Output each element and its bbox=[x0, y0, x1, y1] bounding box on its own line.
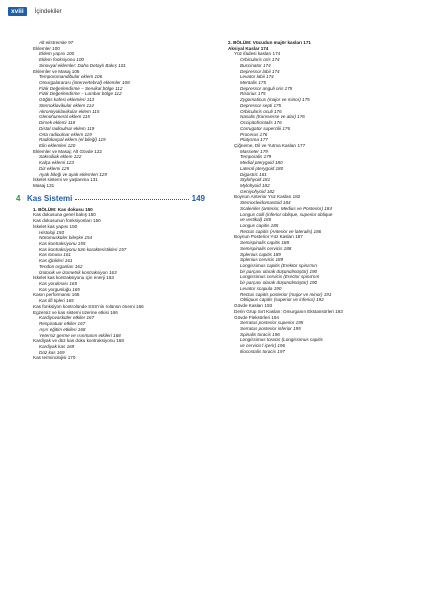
toc-entry[interactable]: Elin eklemleri 120 bbox=[39, 142, 76, 148]
toc-entry[interactable]: Serratus posterior superior 195 bbox=[240, 320, 304, 326]
toc-entry[interactable]: Kas yorulması 165 bbox=[39, 281, 78, 287]
toc-entry[interactable]: Histoloji 150 bbox=[39, 229, 65, 235]
toc-entry[interactable]: Spinalis toracis 196 bbox=[240, 331, 280, 337]
toc-entry[interactable]: Temporomandibular eklem 106 bbox=[39, 74, 103, 80]
toc-entry[interactable]: Depressor septi 175 bbox=[240, 102, 282, 108]
toc-entry[interactable]: Kas kontraksiyonu tüm karakteristikleri 157 bbox=[39, 246, 127, 252]
toc-right-column bbox=[228, 40, 406, 355]
toc-entry[interactable]: ve cervicis'i içerir) 196 bbox=[240, 343, 286, 349]
toc-entry[interactable]: Orbicularis oculi 176 bbox=[240, 108, 282, 114]
toc-entry[interactable]: Boynun Posterior Yüz Kasları 187 bbox=[234, 234, 303, 240]
toc-entry[interactable]: İskelet kas kontraksiyonu için enerji 163 bbox=[33, 275, 114, 281]
toc-entry[interactable]: Digastric 181 bbox=[240, 171, 267, 177]
toc-entry[interactable]: Platysma 177 bbox=[240, 137, 268, 143]
toc-entry[interactable]: Kas tonusu 161 bbox=[39, 252, 71, 258]
toc-entry[interactable]: Obliquus capitis (superior ve inferior) 192 bbox=[240, 297, 324, 303]
toc-entry[interactable]: Yetersiz germe ve ısınmanın etkileri 168 bbox=[39, 332, 121, 338]
toc-entry[interactable]: Splenius cervicis 189 bbox=[240, 257, 284, 263]
toc-entry[interactable]: Yüz ifadesi kasları 174 bbox=[234, 51, 281, 57]
toc-entry[interactable]: Respiratuar etkiler 167 bbox=[39, 321, 86, 327]
toc-entry[interactable]: Longus colli (inferior oblique, superior oblique bbox=[240, 211, 333, 217]
toc-entry[interactable]: Gövde Fleksörleri 194 bbox=[234, 314, 279, 320]
toc-entry[interactable]: Kasın performansı 165 bbox=[33, 292, 80, 298]
toc-entry[interactable]: Ayak bileği ve ayak eklemleri 129 bbox=[39, 171, 107, 177]
toc-entry[interactable]: bir parçası olarak düşünülmüştür) 190 bbox=[240, 268, 318, 274]
toc-entry[interactable]: Nasalis (transverse ve alar) 176 bbox=[240, 114, 305, 120]
toc-entry[interactable]: Çiğneme, Dil ve Yutma Kasları 177 bbox=[234, 142, 306, 148]
toc-entry[interactable]: Semispinalis cervicis 188 bbox=[240, 245, 292, 251]
toc-entry[interactable]: Kardiyak kas 169 bbox=[39, 343, 75, 349]
toc-entry[interactable]: Iliocostalis toracis 197 bbox=[240, 348, 285, 354]
toc-entry[interactable]: Geniyohyoid 182 bbox=[240, 188, 275, 194]
toc-entry[interactable]: Medial pterygoid 180 bbox=[240, 160, 283, 166]
toc-entry[interactable]: Corrugator supercilii 176 bbox=[240, 125, 291, 131]
toc-entry[interactable]: Temporalis 179 bbox=[240, 154, 272, 160]
toc-entry[interactable]: Orta radioulnar eklem 119 bbox=[39, 131, 92, 137]
leader-dots bbox=[75, 195, 188, 200]
toc-entry[interactable]: Boynun Anterior Yüz Kasları 182 bbox=[234, 194, 301, 200]
toc-entry[interactable]: Longissimus capitis (Erektor spina'nın bbox=[240, 263, 317, 269]
toc-entry[interactable]: Kas kontraksiyonu 155 bbox=[39, 241, 86, 246]
toc-entry[interactable]: Longissimus cervicis (Erector spina'nın bbox=[240, 274, 320, 280]
toc-left-column bbox=[16, 40, 205, 361]
toc-entry[interactable]: Mylohyoid 182 bbox=[240, 182, 270, 188]
toc-entry[interactable]: Orbicularis oris 174 bbox=[240, 57, 280, 63]
toc-entry[interactable]: Eklemler ve Masaj: Alt Gövde 122 bbox=[33, 148, 102, 154]
toc-entry[interactable]: Tendon organları 162 bbox=[39, 263, 83, 269]
toc-entry[interactable]: Derin Grup Sırt Kasları: Omurganın Ekstansörleri 193 bbox=[234, 308, 343, 314]
chapter-title: Kas Sistemi bbox=[27, 193, 73, 203]
toc-entry[interactable]: İzotonik ve izometrik kontraksiyon 163 bbox=[39, 269, 117, 275]
toc-entry[interactable]: Düz kas 169 bbox=[39, 349, 65, 355]
toc-entry[interactable]: Eklemler 100 bbox=[33, 45, 60, 51]
toc-entry[interactable]: Procerus 176 bbox=[240, 131, 268, 137]
toc-entry[interactable]: Lateral pterygoid 180 bbox=[240, 165, 284, 171]
toc-entry[interactable]: Eklem fonksiyonu 100 bbox=[39, 57, 84, 63]
toc-entry[interactable]: Radiokarpal eklem (el bileği) 119 bbox=[39, 137, 106, 143]
toc-entry[interactable]: Kardiyovasküler etkiler 167 bbox=[39, 315, 95, 321]
toc-entry[interactable]: İskelet kas yapısı 150 bbox=[33, 223, 78, 229]
toc-entry[interactable]: Levator labii 174 bbox=[240, 74, 274, 80]
toc-entry[interactable]: Kas iğcikleri 161 bbox=[39, 258, 73, 264]
chapter-number: 4 bbox=[16, 193, 21, 203]
toc-entry[interactable]: Glenohumeral eklem 115 bbox=[39, 114, 90, 120]
toc-entry[interactable]: Kas dokusuna genel bakış 150 bbox=[33, 212, 96, 218]
toc-entry[interactable]: Aşırı eğitim etkileri 168 bbox=[39, 326, 86, 332]
toc-entry[interactable]: Buccinator 174 bbox=[240, 62, 271, 68]
chapter-page-number: 149 bbox=[191, 193, 205, 203]
toc-entry[interactable]: Zygomaticus (major ve minor) 175 bbox=[240, 97, 310, 103]
toc-entry[interactable]: Nöromusküler bileşke 154 bbox=[39, 235, 93, 241]
toc-entry[interactable]: Aksiyal Kaslar 174 bbox=[228, 45, 269, 51]
toc-entry[interactable]: Longissimus toracis (Longissimus capitis bbox=[240, 337, 323, 343]
toc-entry[interactable]: 1. BÖLÜM: Kas dokusu 150 bbox=[33, 206, 93, 212]
toc-entry[interactable]: Rectus capitis (Anterior ve lateralis) 186 bbox=[240, 228, 322, 234]
toc-entry[interactable]: Kalça eklemi 123 bbox=[39, 160, 74, 166]
toc-entry[interactable]: Fizik Değerlendirme – Lumbar bölge 112 bbox=[39, 91, 122, 97]
toc-entry[interactable]: Serratus posterior inferior 195 bbox=[240, 325, 301, 331]
toc-entry[interactable]: Scaleniler (anterior, Medius ve Posterior) 184 bbox=[240, 205, 332, 211]
toc-entry[interactable]: Risorius 175 bbox=[240, 91, 266, 97]
toc-entry[interactable]: Göğüs kafesi eklemleri 113 bbox=[39, 97, 95, 103]
toc-entry[interactable]: Alt ekstremite 97 bbox=[39, 40, 74, 45]
toc-entry[interactable]: Sakroiliak eklem 122 bbox=[39, 154, 82, 160]
toc-entry[interactable]: Akromiyoklavikular eklem 115 bbox=[39, 108, 100, 114]
toc-entry[interactable]: Distal radioulnar eklem 119 bbox=[39, 125, 95, 131]
toc-entry[interactable]: Kas yorgunluğu 165 bbox=[39, 286, 80, 292]
running-header-title: İçindekiler bbox=[34, 8, 62, 15]
toc-entry[interactable]: Eklemler ve Masaj 106 bbox=[33, 68, 80, 74]
toc-entry[interactable]: bir parçası olarak düşünülmüştür) 190 bbox=[240, 280, 318, 286]
toc-entry[interactable]: Mentalis 175 bbox=[240, 80, 267, 86]
toc-entry[interactable]: Omurgalararası (intervertebral) eklemler 108 bbox=[39, 80, 130, 86]
toc-entry[interactable]: 2. BÖLÜM: Vücudun majör kasları 171 bbox=[228, 40, 311, 45]
toc-entry[interactable]: Egzersiz ve kas sistemi üzerine etkisi 166 bbox=[33, 309, 118, 315]
toc-entry[interactable]: Fizik Değerlendirme – Servikal bölge 112 bbox=[39, 85, 123, 91]
toc-entry[interactable]: Occipitofrontalis 176 bbox=[240, 120, 282, 126]
toc-entry[interactable]: Sternoklavikular eklem 114 bbox=[39, 102, 94, 108]
chapter-heading[interactable] bbox=[16, 194, 205, 204]
toc-entry[interactable]: Longus capitis 185 bbox=[240, 223, 279, 228]
toc-entry[interactable]: Sinovyal eklemler: Daha Detaylı Bakış 101 bbox=[39, 62, 126, 68]
toc-entry[interactable]: Dirsek eklemi 118 bbox=[39, 120, 76, 126]
toc-entry[interactable]: Depressor anguli oris 175 bbox=[240, 85, 293, 91]
toc-entry[interactable]: Semispinalis capitis 188 bbox=[240, 240, 290, 246]
toc-entry[interactable]: Kas terminolojisi 170 bbox=[33, 355, 76, 361]
toc-entry[interactable]: ve vertikal) 185 bbox=[240, 217, 272, 223]
toc-entry[interactable]: Stylohyoid 181 bbox=[240, 177, 271, 183]
toc-entry[interactable]: Splenius capitis 189 bbox=[240, 251, 281, 257]
toc-entry[interactable]: İskelet sistemi ve yaşlanma 131 bbox=[33, 177, 98, 183]
toc-entry[interactable]: Kas lifi tipleri 165 bbox=[39, 298, 74, 304]
toc-entry[interactable]: Levator scapula 190 bbox=[240, 285, 282, 291]
toc-entry[interactable]: Kas fonksiyon kontrolünde SSS'nin rolünün önemi 166 bbox=[33, 303, 144, 309]
page-header bbox=[8, 7, 62, 16]
page-number-badge: xviii bbox=[8, 7, 27, 16]
toc-entry[interactable]: Masseter 179 bbox=[240, 148, 268, 154]
toc-entry[interactable]: Depressor labii 174 bbox=[240, 68, 280, 74]
toc-entry[interactable]: Kas dokusunun fonksiyonları 150 bbox=[33, 218, 101, 224]
toc-entry[interactable]: Sternocleidomastoid 184 bbox=[240, 200, 291, 206]
toc-entry[interactable]: Gövde Kasları 193 bbox=[234, 303, 273, 309]
toc-entry[interactable]: Eklem yapısı 100 bbox=[39, 51, 75, 57]
toc-entry[interactable]: Masaj 131 bbox=[33, 182, 55, 188]
toc-entry[interactable]: Diz eklemi 125 bbox=[39, 165, 70, 171]
toc-entry[interactable]: Kardiyak ve düz kas doku kontraksiyonu 168 bbox=[33, 338, 124, 344]
toc-entry[interactable]: Rectus capitis posterior (major ve minor) 191 bbox=[240, 291, 332, 297]
